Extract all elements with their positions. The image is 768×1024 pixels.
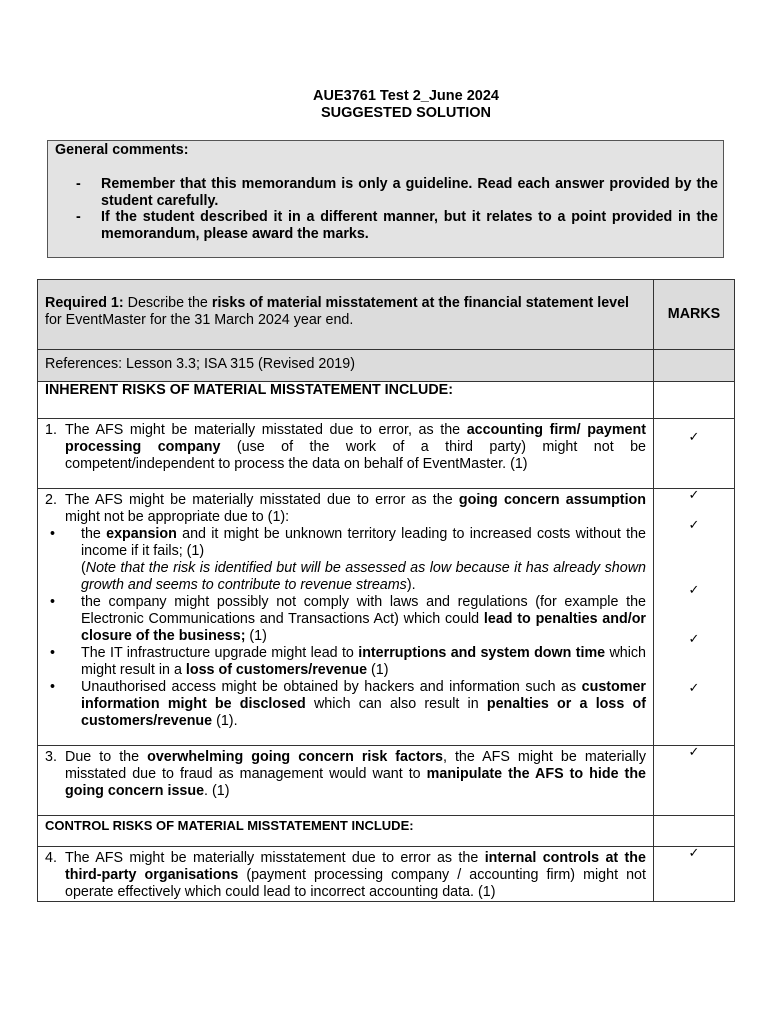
item-3-cell: 3. Due to the overwhelming going concern risk factors, the AFS might be materially misstated due to fraud as management would want to manipulate the AFS to hide the going concern issue. (1) bbox=[38, 746, 654, 816]
item-1-cell bbox=[38, 419, 654, 489]
item-text: The AFS might be materially misstated due to error, as the bbox=[65, 422, 467, 438]
solution-table bbox=[37, 279, 735, 902]
bullet-item: • the company might possibly not comply with laws and regulations (for example the Electronic Communications and Transactions Act) which could lead to penalties and/or closure of the business; (1) bbox=[45, 594, 646, 645]
item-2-cell bbox=[38, 489, 654, 746]
required-label: Required 1: bbox=[45, 295, 124, 311]
bullet-item: • The IT infrastructure upgrade might lead to interruptions and system down time which might result in a loss of customers/revenue (1) bbox=[45, 645, 646, 679]
general-comment-item: - Remember that this memorandum is only a guideline. Read each answer provided by the student carefully. bbox=[74, 176, 718, 209]
tick-icon: ✓ bbox=[688, 632, 700, 647]
required-text: Describe the bbox=[123, 295, 212, 311]
item-2-row bbox=[38, 489, 735, 746]
required-row bbox=[38, 280, 735, 350]
required-bold: risks of material misstatement at the financial statement level bbox=[211, 295, 630, 311]
tick-icon: ✓ bbox=[688, 681, 700, 696]
marks-header: MARKS bbox=[654, 280, 735, 350]
item-number: 1. bbox=[45, 422, 57, 438]
bullet-item: • Unauthorised access might be obtained by hackers and information such as customer information might be disclosed which can also result in penalties or a loss of customers/revenue (1). bbox=[45, 679, 646, 730]
item-bold: going concern assumption bbox=[458, 492, 647, 508]
item-4-row bbox=[38, 847, 735, 902]
general-comments-list bbox=[74, 176, 718, 242]
tick-icon: ✓ bbox=[688, 430, 700, 445]
tick-icon: ✓ bbox=[688, 745, 700, 760]
general-comments-heading: General comments: bbox=[55, 142, 189, 158]
inherent-heading-row bbox=[38, 382, 735, 419]
item-number: 3. bbox=[45, 749, 57, 765]
control-heading: CONTROL RISKS OF MATERIAL MISSTATEMENT INCLUDE: bbox=[38, 816, 654, 847]
item-number: 4. bbox=[45, 850, 57, 866]
document-title bbox=[0, 88, 768, 122]
item-4-cell: 4. The AFS might be materially misstatement due to error as the internal controls at the third-party organisations (payment processing company / accounting firm) might not operate effectively which could lead to incorrect accounting data. (1) bbox=[38, 847, 654, 902]
item-3-row bbox=[38, 746, 735, 816]
item-4-marks bbox=[654, 847, 735, 902]
tick-icon: ✓ bbox=[688, 488, 700, 503]
item-3-marks bbox=[654, 746, 735, 816]
general-comments-box bbox=[47, 140, 724, 258]
required-cell bbox=[38, 280, 654, 350]
item-text: (use of the work of a third party) might not be competent/independent to process the data on behalf of EventMaster. (1) bbox=[65, 439, 646, 472]
empty-marks-cell bbox=[654, 382, 735, 419]
required-text: for EventMaster for the 31 March 2024 year end. bbox=[45, 312, 354, 328]
tick-icon: ✓ bbox=[688, 846, 700, 861]
item-text: The AFS might be materially misstated due to error as the bbox=[65, 492, 459, 508]
note-text: Note that the risk is identified but will be assessed as low because it has already shown growth and seems to contribute to revenue streams bbox=[81, 560, 646, 593]
references-row bbox=[38, 350, 735, 382]
item-1-row bbox=[38, 419, 735, 489]
item-2-marks bbox=[654, 489, 735, 746]
references-cell: References: Lesson 3.3; ISA 315 (Revised 2019) bbox=[38, 350, 654, 382]
item-bold: accounting firm/ payment processing company bbox=[65, 422, 646, 455]
empty-marks-cell bbox=[654, 816, 735, 847]
item-text: might not be appropriate due to (1): bbox=[65, 509, 290, 525]
inherent-heading: INHERENT RISKS OF MATERIAL MISSTATEMENT INCLUDE: bbox=[38, 382, 654, 419]
title-line-1: AUE3761 Test 2_June 2024 bbox=[313, 88, 499, 104]
item-2-bullets bbox=[45, 526, 646, 730]
tick-icon: ✓ bbox=[688, 583, 700, 598]
general-comment-item: - If the student described it in a different manner, but it relates to a point provided in the memorandum, please award the marks. bbox=[74, 209, 718, 242]
title-line-2: SUGGESTED SOLUTION bbox=[321, 105, 491, 121]
tick-icon: ✓ bbox=[688, 518, 700, 533]
bullet-item: • the expansion and it might be unknown territory leading to increased costs without the income if it fails; (1) (Note that the risk is identified but will be assessed as low because it has already shown growth and seems to contribute to revenue streams). bbox=[45, 526, 646, 594]
item-number: 2. bbox=[45, 492, 57, 508]
control-heading-row bbox=[38, 816, 735, 847]
references-marks-cell bbox=[654, 350, 735, 382]
item-1-marks bbox=[654, 419, 735, 489]
